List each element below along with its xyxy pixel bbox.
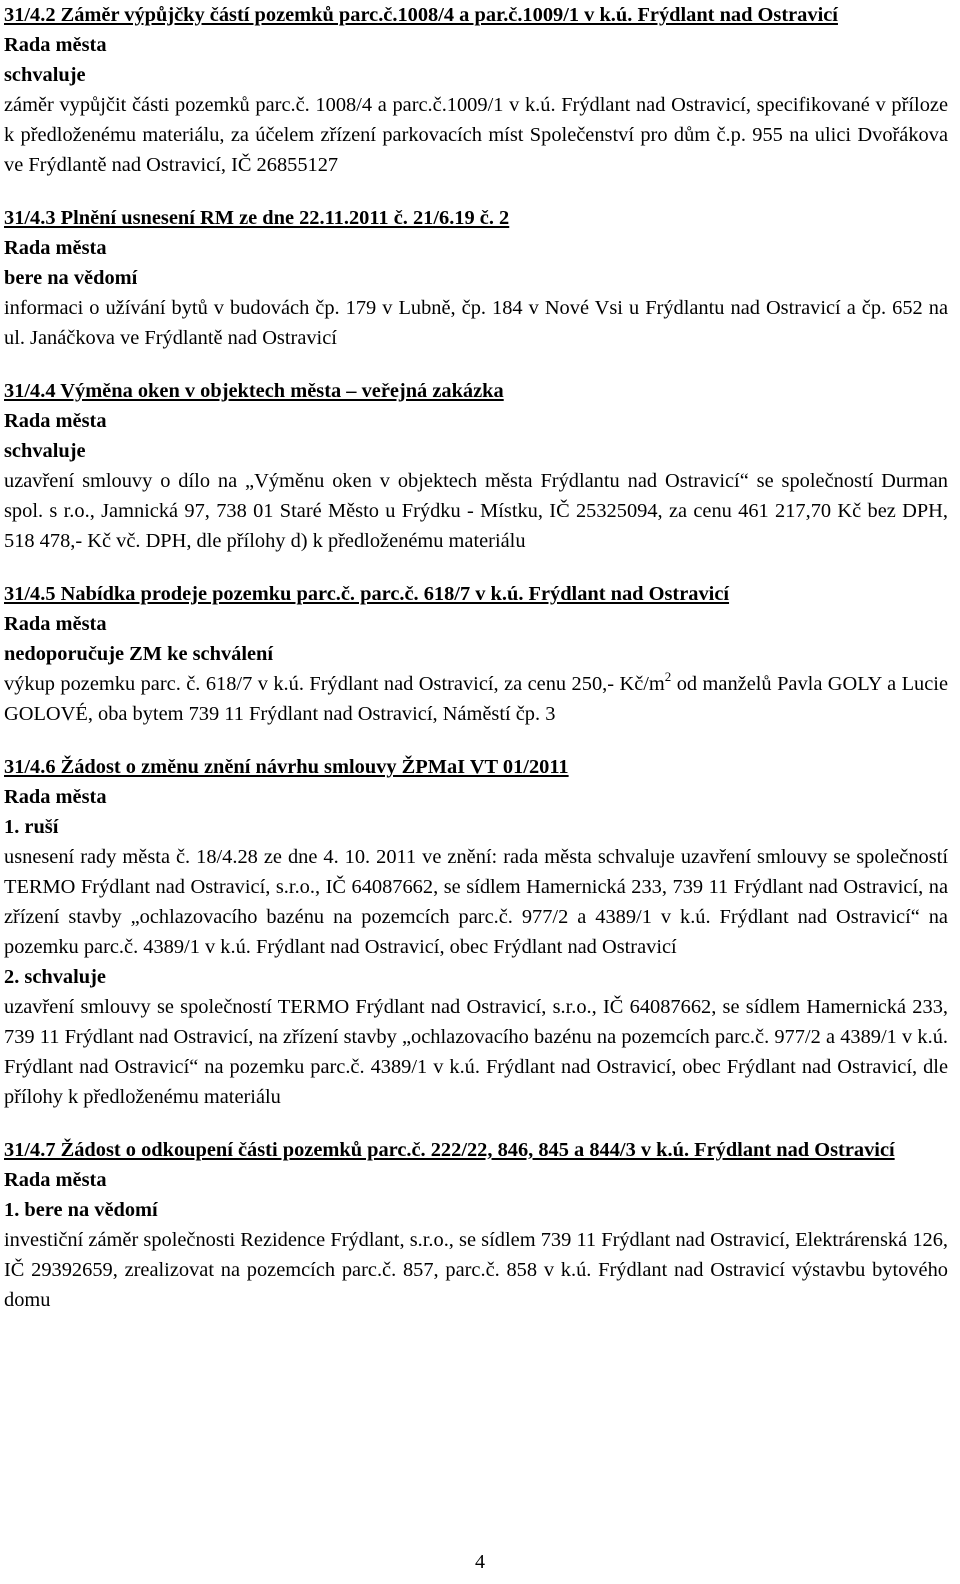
section-31-4-5: [4, 579, 948, 729]
resolution-text: investiční záměr společnosti Rezidence Frýdlant, s.r.o., se sídlem 739 11 Frýdlant nad Ostravicí, Elektrárenská 126, IČ 29392659, zrealizovat na pozemcích parc.č. 857, parc.č. 858 v k.ú. Frýdlant nad Ostravicí výstavbu bytového domu: [4, 1229, 948, 1311]
resolution-text: uzavření smlouvy o dílo na „Výměnu oken v objektech města Frýdlantu nad Ostravicí“ se společností Durman spol. s r.o., Jamnická 97, 738 01 Staré Město u Frýdku - Místku, IČ 25325094, za cenu 461 217,70 Kč bez DPH, 518 478,- Kč vč. DPH, dle přílohy d) k předloženému materiálu: [4, 470, 948, 552]
resolution-text-1: usnesení rady města č. 18/4.28 ze dne 4. 10. 2011 ve znění: rada města schvaluje uzavření smlouvy se společností TERMO Frýdlant nad Ostravicí, s.r.o., IČ 64087662, se sídlem Hamernická 233, 739 11 Frýdlant nad Ostravicí, na zřízení stavby „ochlazovacího bazénu na pozemcích parc.č. 977/2 a 4389/1 v k.ú. Frýdlant nad Ostravicí“ na pozemku parc.č. 4389/1 v k.ú. Frýdlant nad Ostravicí, obec Frýdlant nad Ostravicí: [4, 846, 948, 958]
body-name: Rada města: [4, 1169, 107, 1191]
body-name: Rada města: [4, 786, 107, 808]
resolution-verb-1: 1. ruší: [4, 816, 59, 838]
section-heading: 31/4.2 Záměr výpůjčky částí pozemků parc.č.1008/4 a par.č.1009/1 v k.ú. Frýdlant nad Ostravicí: [4, 4, 838, 26]
section-31-4-4: [4, 376, 948, 556]
resolution-verb: 1. bere na vědomí: [4, 1199, 158, 1221]
resolution-text: záměr vypůjčit části pozemků parc.č. 1008/4 a parc.č.1009/1 v k.ú. Frýdlant nad Ostravicí, specifikované v příloze k předloženému materiálu, za účelem zřízení parkovacích míst Společenství pro dům č.p. 955 na ulici Dvořákova ve Frýdlantě nad Ostravicí, IČ 26855127: [4, 94, 948, 176]
section-31-4-6: [4, 752, 948, 1112]
section-heading: 31/4.4 Výměna oken v objektech města – veřejná zakázka: [4, 380, 504, 402]
resolution-verb: schvaluje: [4, 440, 86, 462]
resolution-text: informaci o užívání bytů v budovách čp. 179 v Lubně, čp. 184 v Nové Vsi u Frýdlantu nad Ostravicí a čp. 652 na ul. Janáčkova ve Frýdlantě nad Ostravicí: [4, 297, 948, 349]
body-name: Rada města: [4, 34, 107, 56]
section-31-4-7: [4, 1135, 948, 1315]
page-number: 4: [475, 1551, 485, 1573]
body-name: Rada města: [4, 613, 107, 635]
resolution-verb: bere na vědomí: [4, 267, 138, 289]
section-heading: 31/4.5 Nabídka prodeje pozemku parc.č. parc.č. 618/7 v k.ú. Frýdlant nad Ostravicí: [4, 583, 730, 605]
section-heading: 31/4.6 Žádost o změnu znění návrhu smlouvy ŽPMaI VT 01/2011: [4, 756, 569, 778]
body-name: Rada města: [4, 237, 107, 259]
section-31-4-2: [4, 0, 948, 180]
resolution-verb-2: 2. schvaluje: [4, 966, 106, 988]
resolution-verb: schvaluje: [4, 64, 86, 86]
section-heading: 31/4.7 Žádost o odkoupení části pozemků parc.č. 222/22, 846, 845 a 844/3 v k.ú. Frýdlant nad Ostravicí: [4, 1139, 895, 1161]
superscript: 2: [664, 669, 672, 685]
resolution-text: výkup pozemku parc. č. 618/7 v k.ú. Frýdlant nad Ostravicí, za cenu 250,- $Kč/m^2$ od manželů Pavla GOLY a Lucie GOLOVÉ, oba bytem 739 11 Frýdlant nad Ostravicí, Náměstí čp. 3: [4, 669, 948, 725]
resolution-text-2: uzavření smlouvy se společností TERMO Frýdlant nad Ostravicí, s.r.o., IČ 64087662, se sídlem Hamernická 233, 739 11 Frýdlant nad Ostravicí, na zřízení stavby „ochlazovacího bazénu na pozemcích parc.č. 977/2 a 4389/1 v k.ú. Frýdlant nad Ostravicí“ na pozemku parc.č. 4389/1 v k.ú. Frýdlant nad Ostravicí, obec Frýdlant nad Ostravicí, dle přílohy k předloženému materiálu: [4, 996, 948, 1108]
section-heading: 31/4.3 Plnění usnesení RM ze dne 22.11.2011 č. 21/6.19 č. 2: [4, 207, 510, 229]
body-name: Rada města: [4, 410, 107, 432]
section-31-4-3: [4, 203, 948, 353]
resolution-verb: nedoporučuje ZM ke schválení: [4, 643, 274, 665]
